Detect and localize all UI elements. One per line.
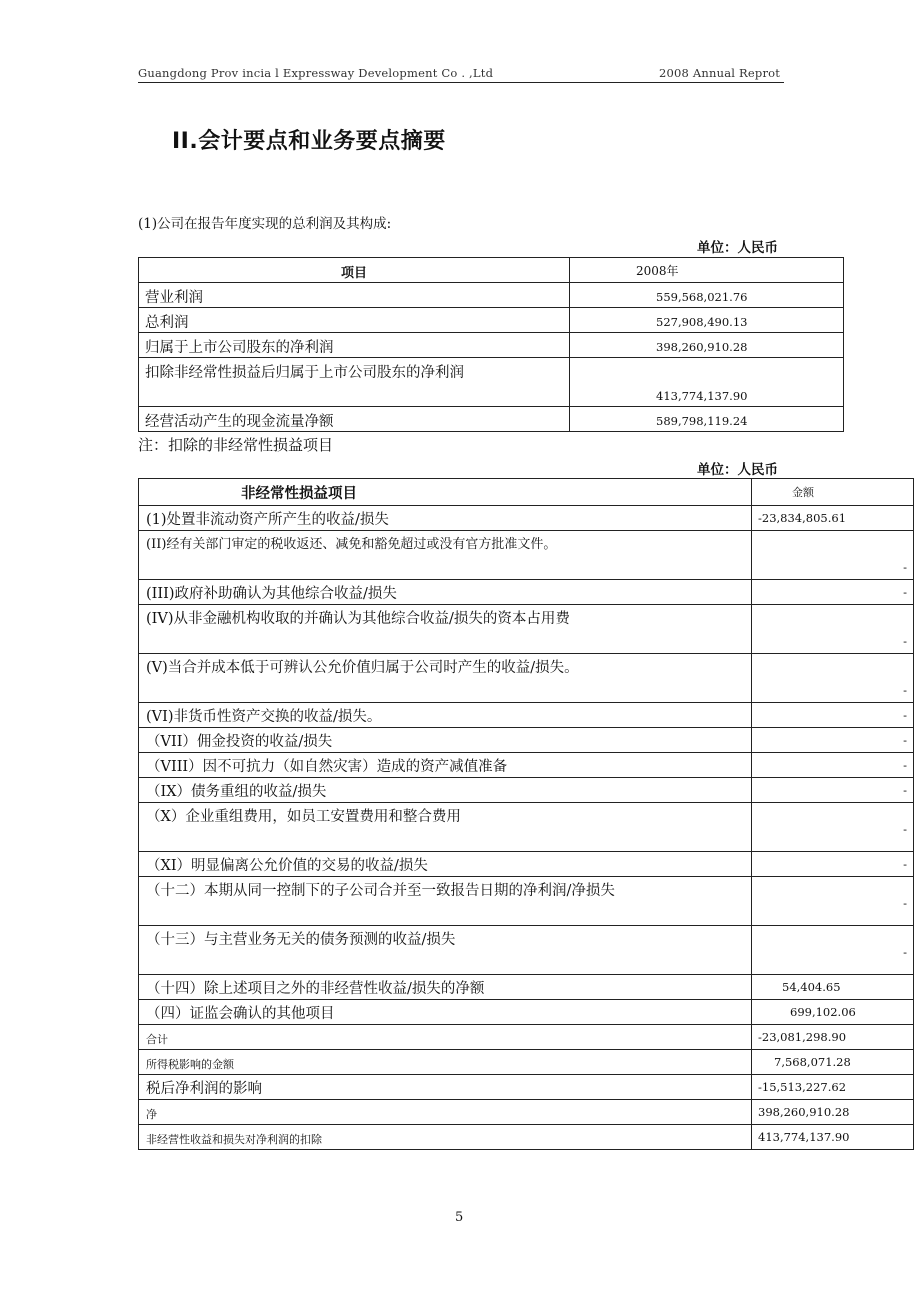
table-row xyxy=(139,407,844,432)
table-row xyxy=(139,803,914,852)
table-row xyxy=(139,580,914,605)
row-value: 589,798,119.24 xyxy=(570,407,844,432)
table-row xyxy=(139,333,844,358)
table-row xyxy=(139,1025,914,1050)
row-label: 总利润 xyxy=(139,308,570,333)
row-label: 扣除非经常性损益后归属于上市公司股东的净利润 xyxy=(139,358,570,407)
table-row xyxy=(139,506,914,531)
row-label: （VII）佣金投资的收益/损失 xyxy=(139,728,752,753)
row-label: （VIII）因不可抗力（如自然灾害）造成的资产减值准备 xyxy=(139,753,752,778)
table-row xyxy=(139,926,914,975)
profit-table xyxy=(138,257,844,432)
table-row xyxy=(139,1075,914,1100)
row-value: 527,908,490.13 xyxy=(570,308,844,333)
row-label: （X）企业重组费用，如员工安置费用和整合费用 xyxy=(139,803,752,852)
table-row xyxy=(139,358,844,407)
row-label: 归属于上市公司股东的净利润 xyxy=(139,333,570,358)
row-value: - xyxy=(752,531,914,580)
row-value: 7,568,071.28 xyxy=(752,1050,914,1075)
table-row xyxy=(139,703,914,728)
col-item-header: 项目 xyxy=(139,258,570,283)
table-row xyxy=(139,654,914,703)
row-label: (II)经有关部门审定的税收返还、减免和豁免超过或没有官方批准文件。 xyxy=(139,531,752,580)
col-year-header: 2008年 xyxy=(570,258,844,283)
row-label: （十三）与主营业务无关的债务预测的收益/损失 xyxy=(139,926,752,975)
row-label: 净 xyxy=(139,1100,752,1125)
table-row xyxy=(139,1000,914,1025)
unit-label: 单位：人民币 xyxy=(697,462,778,478)
row-value: - xyxy=(752,728,914,753)
row-label: （十二）本期从同一控制下的子公司合并至一致报告日期的净利润/净损失 xyxy=(139,877,752,926)
row-value: - xyxy=(752,852,914,877)
table-row xyxy=(139,975,914,1000)
row-value: - xyxy=(752,703,914,728)
row-label: （四）证监会确认的其他项目 xyxy=(139,1000,752,1025)
header-divider xyxy=(138,82,784,83)
row-label: (V)当合并成本低于可辨认公允价值归属于公司时产生的收益/损失。 xyxy=(139,654,752,703)
table-row xyxy=(139,852,914,877)
unit-label: 单位：人民币 xyxy=(697,240,778,256)
row-value: - xyxy=(752,605,914,654)
row-value: - xyxy=(752,778,914,803)
table-row xyxy=(139,605,914,654)
row-value: 559,568,021.76 xyxy=(570,283,844,308)
table-row xyxy=(139,1125,914,1150)
non-recurring-table xyxy=(138,478,914,1150)
row-value: - xyxy=(752,753,914,778)
row-label: （IX）债务重组的收益/损失 xyxy=(139,778,752,803)
table-row xyxy=(139,753,914,778)
table-row xyxy=(139,283,844,308)
row-label: 经营活动产生的现金流量净额 xyxy=(139,407,570,432)
row-value: 398,260,910.28 xyxy=(752,1100,914,1125)
row-value: 398,260,910.28 xyxy=(570,333,844,358)
page-number: 5 xyxy=(455,1210,464,1225)
table-row xyxy=(139,1050,914,1075)
row-value: - xyxy=(752,877,914,926)
row-value: -15,513,227.62 xyxy=(752,1075,914,1100)
table-header-row xyxy=(139,479,914,506)
row-label: （XI）明显偏离公允价值的交易的收益/损失 xyxy=(139,852,752,877)
row-label: （十四）除上述项目之外的非经营性收益/损失的净额 xyxy=(139,975,752,1000)
table-row xyxy=(139,1100,914,1125)
row-label: 非经营性收益和损失对净利润的扣除 xyxy=(139,1125,752,1150)
row-value: - xyxy=(752,926,914,975)
row-value: 413,774,137.90 xyxy=(570,358,844,407)
row-label: 税后净利润的影响 xyxy=(139,1075,752,1100)
table-row xyxy=(139,308,844,333)
row-label: 合计 xyxy=(139,1025,752,1050)
row-value: -23,081,298.90 xyxy=(752,1025,914,1050)
row-value: 413,774,137.90 xyxy=(752,1125,914,1150)
row-label: (IV)从非金融机构收取的并确认为其他综合收益/损失的资本占用费 xyxy=(139,605,752,654)
row-value: 699,102.06 xyxy=(752,1000,914,1025)
header-company: Guangdong Prov incia l Expressway Development Co . ,Ltd xyxy=(138,66,494,80)
table-header-row xyxy=(139,258,844,283)
row-value: - xyxy=(752,654,914,703)
row-value: - xyxy=(752,580,914,605)
page-title: II.会计要点和业务要点摘要 xyxy=(172,129,446,154)
row-value: 54,404.65 xyxy=(752,975,914,1000)
row-label: (III)政府补助确认为其他综合收益/损失 xyxy=(139,580,752,605)
row-label: 所得税影响的金额 xyxy=(139,1050,752,1075)
table-row xyxy=(139,877,914,926)
header-report: 2008 Annual Reprot xyxy=(659,66,781,80)
row-value: - xyxy=(752,803,914,852)
intro-text: (1)公司在报告年度实现的总利润及其构成: xyxy=(138,216,392,232)
row-label: (VI)非货币性资产交换的收益/损失。 xyxy=(139,703,752,728)
col-amount-header: 金额 xyxy=(752,479,914,506)
col-item-header: 非经常性损益项目 xyxy=(139,479,752,506)
row-label: 营业利润 xyxy=(139,283,570,308)
table-row xyxy=(139,531,914,580)
note-text: 注：扣除的非经常性损益项目 xyxy=(138,436,334,454)
table-row xyxy=(139,778,914,803)
table-row xyxy=(139,728,914,753)
row-value: -23,834,805.61 xyxy=(752,506,914,531)
row-label: (1)处置非流动资产所产生的收益/损失 xyxy=(139,506,752,531)
